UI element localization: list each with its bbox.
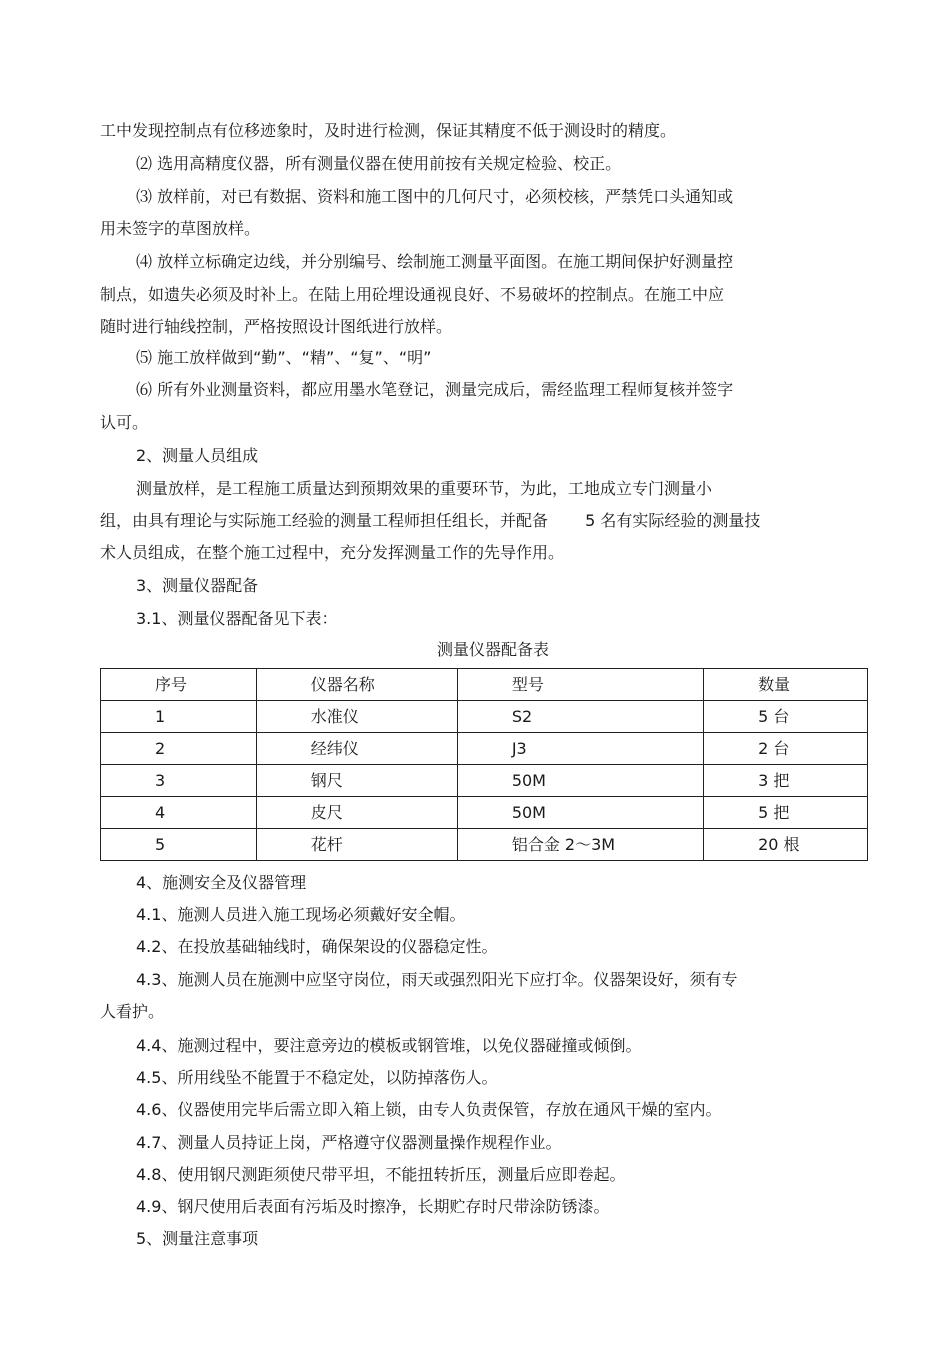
- cell-model: 50M: [457, 797, 703, 829]
- cell-quantity: 2 台: [704, 733, 868, 765]
- header-cell-number: 序号: [101, 669, 257, 701]
- cell-number: 2: [101, 733, 257, 765]
- paragraph-line: 4.3、施测人员在施测中应坚守岗位，雨天或强烈阳光下应打伞。仪器架设好，须有专: [136, 970, 738, 989]
- cell-model: 50M: [457, 765, 703, 797]
- cell-name: 花杆: [256, 829, 457, 861]
- section-heading: 4、施测安全及仪器管理: [136, 873, 307, 892]
- cell-name: 皮尺: [256, 797, 457, 829]
- cell-number: 4: [101, 797, 257, 829]
- header-cell-name: 仪器名称: [256, 669, 457, 701]
- cell-name: 水准仪: [256, 701, 457, 733]
- cell-model: J3: [457, 733, 703, 765]
- paragraph-line: 4.7、测量人员持证上岗，严格遵守仪器测量操作规程作业。: [136, 1133, 562, 1152]
- paragraph-line: 4.5、所用线坠不能置于不稳定处，以防掉落伤人。: [136, 1068, 498, 1087]
- table-row: [101, 765, 868, 797]
- section-heading: 2、测量人员组成: [136, 446, 259, 465]
- paragraph-line: ⑶ 放样前，对已有数据、资料和施工图中的几何尺寸，必须校核，严禁凭口头通知或: [136, 187, 734, 206]
- table-header-row: [101, 669, 868, 701]
- paragraph-line: 4.8、使用钢尺测距须使尺带平坦，不能扭转折压，测量后应即卷起。: [136, 1165, 626, 1184]
- paragraph-line: 4.1、施测人员进入施工现场必须戴好安全帽。: [136, 905, 466, 924]
- paragraph-line: 组，由具有理论与实际施工经验的测量工程师担任组长，并配备 5 名有实际经验的测量技: [100, 511, 761, 530]
- paragraph-line: 随时进行轴线控制，严格按照设计图纸进行放样。: [100, 317, 453, 336]
- cell-quantity: 5 台: [704, 701, 868, 733]
- table-row: [101, 829, 868, 861]
- paragraph-line: 术人员组成，在整个施工过程中，充分发挥测量工作的先导作用。: [100, 543, 565, 562]
- paragraph-line: ⑸ 施工放样做到“勤”、“精”、“复”、“明”: [136, 348, 432, 367]
- cell-number: 3: [101, 765, 257, 797]
- paragraph-line: ⑵ 选用高精度仪器，所有测量仪器在使用前按有关规定检验、校正。: [136, 154, 622, 173]
- paragraph-line: 测量放样，是工程施工质量达到预期效果的重要环节，为此，工地成立专门测量小: [136, 479, 713, 498]
- table-row: [101, 733, 868, 765]
- subsection-heading: 3.1、测量仪器配备见下表：: [136, 609, 338, 628]
- table-row: [101, 701, 868, 733]
- paragraph-line: 人看护。: [100, 1002, 165, 1021]
- section-heading: 3、测量仪器配备: [136, 576, 259, 595]
- paragraph-line: 4.6、仪器使用完毕后需立即入箱上锁，由专人负责保管，存放在通风干燥的室内。: [136, 1100, 722, 1119]
- header-cell-quantity: 数量: [704, 669, 868, 701]
- header-cell-model: 型号: [457, 669, 703, 701]
- paragraph-line: 4.4、施测过程中，要注意旁边的模板或钢管堆，以免仪器碰撞或倾倒。: [136, 1036, 642, 1055]
- paragraph-line: ⑷ 放样立标确定边线，并分别编号、绘制施工测量平面图。在施工期间保护好测量控: [136, 252, 734, 271]
- paragraph-line: 用未签字的草图放样。: [100, 219, 261, 238]
- table-caption: 测量仪器配备表: [436, 640, 549, 659]
- cell-model: 铝合金 2～3M: [457, 829, 703, 861]
- instrument-table: [100, 668, 868, 861]
- cell-quantity: 3 把: [704, 765, 868, 797]
- paragraph-line: ⑹ 所有外业测量资料，都应用墨水笔登记，测量完成后，需经监理工程师复核并签字: [136, 380, 734, 399]
- cell-quantity: 5 把: [704, 797, 868, 829]
- section-heading: 5、测量注意事项: [136, 1229, 259, 1248]
- cell-number: 5: [101, 829, 257, 861]
- paragraph-line: 工中发现控制点有位移迹象时，及时进行检测，保证其精度不低于测设时的精度。: [100, 121, 677, 140]
- paragraph-line: 4.2、在投放基础轴线时，确保架设的仪器稳定性。: [136, 937, 498, 956]
- paragraph-line: 认可。: [100, 413, 149, 432]
- cell-number: 1: [101, 701, 257, 733]
- cell-name: 钢尺: [256, 765, 457, 797]
- paragraph-line: 4.9、钢尺使用后表面有污垢及时擦净，长期贮存时尺带涂防锈漆。: [136, 1197, 610, 1216]
- cell-model: S2: [457, 701, 703, 733]
- cell-quantity: 20 根: [704, 829, 868, 861]
- cell-name: 经纬仪: [256, 733, 457, 765]
- paragraph-line: 制点，如遗失必须及时补上。在陆上用砼埋设通视良好、不易破坏的控制点。在施工中应: [100, 285, 725, 304]
- table-row: [101, 797, 868, 829]
